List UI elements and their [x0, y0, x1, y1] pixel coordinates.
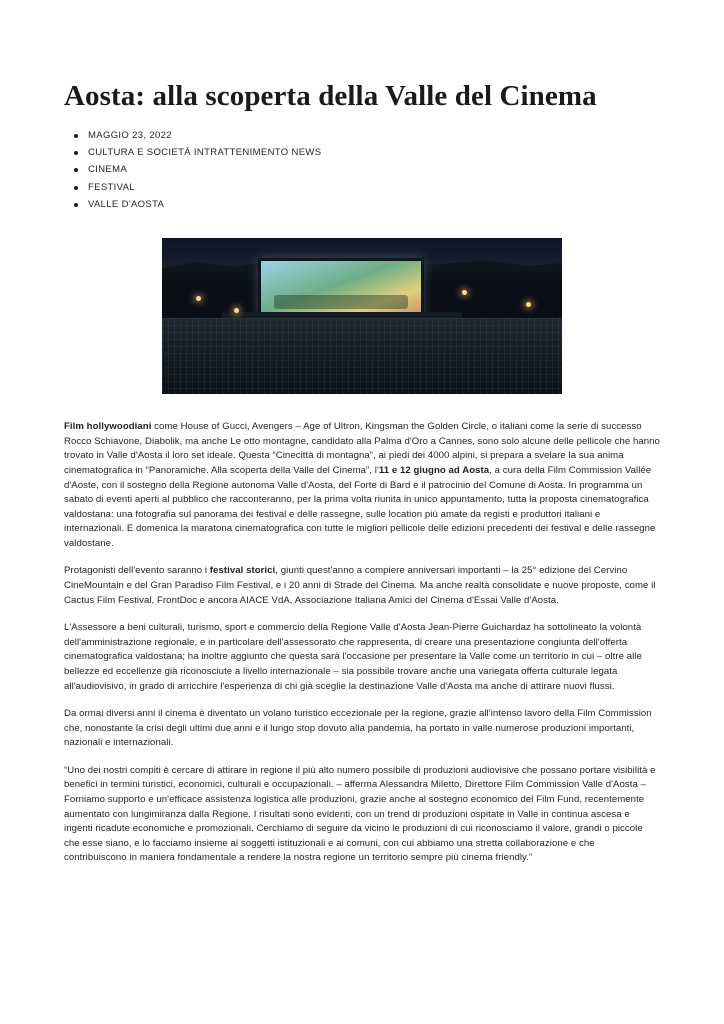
photo-cinema-screen [258, 258, 424, 320]
meta-item-tag-cinema[interactable]: CINEMA [64, 164, 660, 181]
photo-light-icon [526, 302, 531, 307]
meta-item-category[interactable]: CULTURA E SOCIETÀ INTRATTENIMENTO NEWS [64, 147, 660, 164]
photo-audience [162, 318, 562, 394]
paragraph-2 [64, 564, 660, 608]
photo-light-icon [196, 296, 201, 301]
meta-item-date: MAGGIO 23, 2022 [64, 130, 660, 147]
meta-item-tag-festival[interactable]: FESTIVAL [64, 182, 660, 199]
paragraph-2-text-b: , giunti quest'anno a compiere anniversari importanti – la 25° edizione del Cervino CineMountain e del Gran Paradiso Film Festival, e i 20 anni di Strade del Cinema. Ma anche realtà consolidate e nuove proposte, come il Cactus Film Festival, FrontDoc e ancora AIACE VdA, Associazione Italiana Amici del Cinema d'Essai Valle d'Aosta. [64, 565, 656, 606]
paragraph-1 [64, 420, 660, 551]
photo-light-icon [462, 290, 467, 295]
article-figure [64, 238, 660, 394]
paragraph-5: “Uno dei nostri compiti è cercare di attirare in regione il più alto numero possibile di produzioni audiovisive che possano portare visibilità e benefici in termini turistici, economici, culturali e occupazionali. – afferma Alessandra Miletto, Direttore Film Commission Valle d'Aosta – Forniamo supporto e un'efficace assistenza logistica alle produzioni, grazie anche al sostegno economico del Film Fund, recentemente aumentato con lungimiranza dalla Regione. I risultati sono evidenti, con un trend di produzioni ospitate in Valle in continua ascesa e ingenti ricadute economiche e promozionali. Cerchiamo di seguire da vicino le produzioni di cui riconosciamo il valore, grandi o piccole che esse siano, e lo facciamo insieme ai soggetti istituzionali e ai comuni, con cui abbiamo una stretta collaborazione e che contribuiscono in maniera fondamentale a rendere la nostra regione un territorio sempre più cinema friendly.” [64, 764, 656, 864]
article-body [64, 420, 660, 866]
paragraph-2-text-a: Protagonisti dell'evento saranno i [64, 565, 210, 577]
page-title: Aosta: alla scoperta della Valle del Cinema [64, 80, 597, 112]
paragraph-2-highlight: festival storici [209, 565, 276, 577]
paragraph-1-text-a: come House of Gucci, Avengers – Age of Ultron, Kingsman the Golden Circle, o italiani come la serie di successo Rocco Schiavone, Diabolik, ma anche Le otto montagne, candidato alla Palma d'Oro a Cannes, sono solo alcune delle pellicole che hanno trovato in Valle d'Aosta il loro set ideale. Questa “Cinecittà di montagna”, ai piedi dei 4000 alpini, si prepara a svelare la sua anima cinematografica in “Panoramiche. Alla scoperta della Valle del Cinema”, l' [64, 421, 660, 476]
paragraph-1-text-b: , a cura della Film Commission Vallée d'Aoste, con il sostegno della Regione autonoma Valle d'Aosta, del Forte di Bard e il patrocinio del Comune di Aosta. In programma un sabato di eventi aperti al pubblico che racconteranno, per la prima volta riunita in unico appuntamento, tutta la proposta cinematografica valdostana: una fotografia sul panorama dei festival e delle rassegne, sulle location più amate da registi e produttori italiani e internazionali. E domenica la maratona cinematografica con tutte le migliori pellicole delle edizioni precedenti dei festival e delle rassegne valdostane. [64, 464, 656, 549]
paragraph-3: L'Assessore a beni culturali, turismo, sport e commercio della Regione Valle d'Aosta Jean-Pierre Guichardaz ha sottolineato la volontà dell'amministrazione regionale, e in particolare dell'assessorato che rappresenta, di creare una presentazione congiunta dell'offerta cinematografica valdostana; ha inoltre aggiunto che questa sarà l'occasione per presentare la Valle come un territorio in cui – oltre alle bellezze ed eccellenze già riconosciute a livello internazionale – sia possibile trovare anche una variegata offerta culturale legata all'audiovisivo, in grado di arricchire l'esperienza di chi già sceglie la destinazione Valle d'Aosta ma anche di attirare nuovi flussi. [64, 622, 642, 692]
article-photo [162, 238, 562, 394]
paragraph-1-dates: 11 e 12 giugno ad Aosta [378, 464, 490, 476]
meta-item-tag-valledaosta[interactable]: VALLE D'AOSTA [64, 199, 660, 216]
paragraph-4: Da ormai diversi anni il cinema è diventato un volano turistico eccezionale per la regione, grazie all'intenso lavoro della Film Commission che, nonostante la crisi degli ultimi due anni e il lungo stop dovuto alla pandemia, ha portato in valle numerose produzioni importanti, nazionali e internazionali. [64, 708, 652, 749]
paragraph-1-lead: Film hollywoodiani [64, 421, 152, 433]
article-meta-list [64, 130, 660, 217]
